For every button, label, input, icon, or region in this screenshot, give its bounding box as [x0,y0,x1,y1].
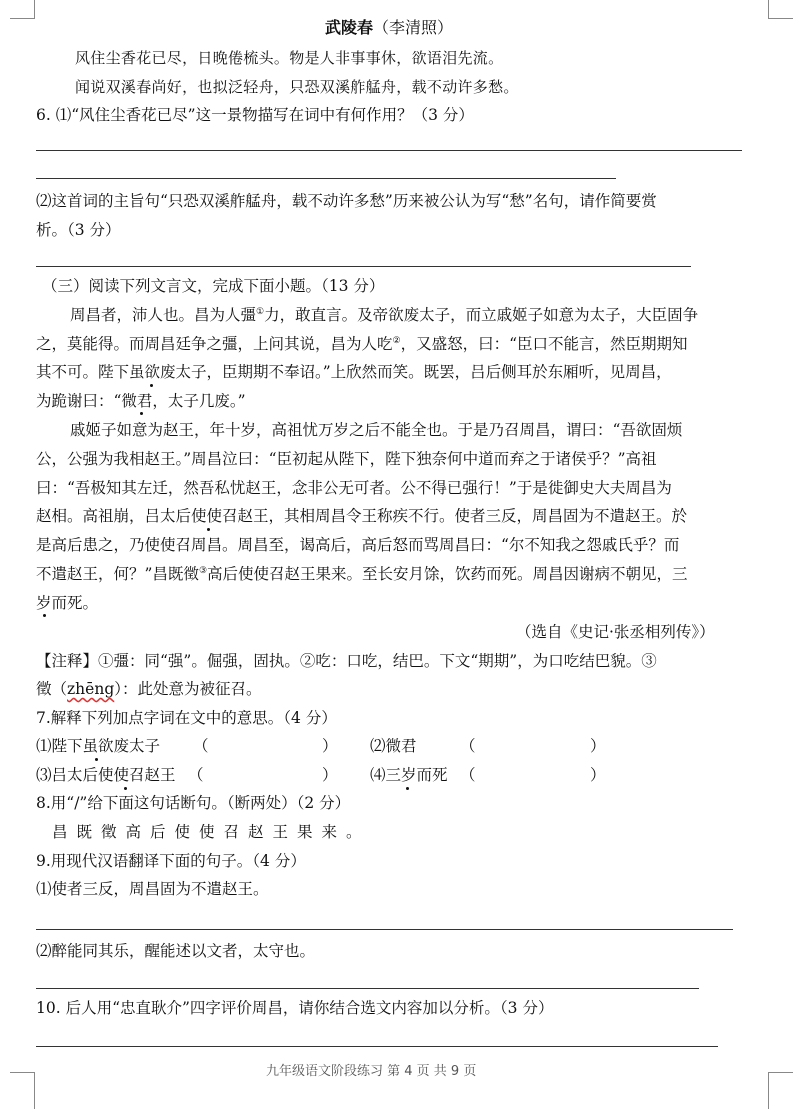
passage-line: 赵相。高祖崩，吕太后使使召赵王，其相周昌令王称疾不行。使者三反，周昌固为不遣赵王。於 [36,507,688,525]
passage-line: 曰：“吾极知其左迁，然吾私忧赵王，念非公无可者。公不得已强行！”于是徙御史大夫周昌为 [36,479,672,497]
emphasis-dot [406,787,409,790]
question-9-item-1: ⑴使者三反，周昌固为不遣赵王。 [36,880,269,898]
answer-line[interactable] [36,929,733,930]
question-6-part-2-continued: 析。（3 分） [36,221,121,239]
answer-line[interactable] [36,988,699,989]
question-6-part-2: ⑵这首词的主旨句“只恐双溪舴艋舟，载不动许多愁”历来被公认为写“愁”名句，请作简要赏 [36,192,657,210]
answer-line[interactable] [36,1046,718,1047]
question-9-stem: 9.用现代汉语翻译下面的句子。（4 分） [36,852,306,870]
question-6-part-1: 6. ⑴“风住尘香花已尽”这一景物描写在词中有何作用？（3 分） [36,106,474,124]
question-7-stem: 7.解释下列加点字词在文中的意思。（4 分） [36,709,337,727]
question-9-item-2: ⑵醉能同其乐，醒能述以文者，太守也。 [36,942,316,960]
bracket-close: ） [590,737,606,755]
passage-line: 不遣赵王，何？”昌既徵③高后使使召赵王果来。至长安月馀，饮药而死。周昌因谢病不朝见，三 [36,565,688,583]
emphasis-dot [150,384,153,387]
bracket-open: （ [460,766,476,784]
poem-title: 武陵春（李清照） [325,18,454,37]
passage-line: 之，莫能得。而周昌廷争之彊，上问其说，昌为人吃②，又盛怒，曰：“臣口不能言，然臣期期知 [36,335,688,353]
question-8-sentence: 昌既徵高后使使召赵王果来。 [52,823,371,841]
question-7-item-4: ⑷三岁而死 [370,766,448,784]
question-8-stem: 8.用“/”给下面这句话断句。（断两处）（2 分） [36,794,351,812]
passage-line: 公，公强为我相赵王。”周昌泣曰：“臣初起从陛下，陛下独奈何中道而弃之于诸侯乎？”高祖 [36,450,657,468]
passage-source: （选自《史记·张丞相列传》） [516,623,715,641]
emphasis-dot [43,614,46,617]
crop-mark-bottom-left [10,1072,35,1109]
passage-line: 其不可。陛下虽欲废太子，臣期期不奉诏。”上欣然而笑。既罢，吕后侧耳於东厢听，见周昌， [36,363,672,381]
passage-line: 为跪谢曰：“微君，太子几废。” [36,392,246,410]
answer-line[interactable] [36,150,742,151]
bracket-open: （ [188,766,204,784]
passage-line: 戚姬子如意为赵王，年十岁，高祖忧万岁之后不能全也。于是乃召周昌，谓曰：“吾欲固烦 [70,421,683,439]
question-7-item-3: ⑶吕太后使使召赵王 [36,766,176,784]
bracket-open: （ [460,737,476,755]
crop-mark-top-right [768,0,793,19]
bracket-close: ） [590,766,606,784]
poem-line-1: 风住尘香花已尽，日晚倦梳头。物是人非事事休，欲语泪先流。 [75,49,504,67]
question-10-stem: 10. 后人用“忠直耿介”四字评价周昌，请你结合选文内容加以分析。（3 分） [36,999,554,1017]
notes-line-1: 【注释】①彊：同“强”。倔强，固执。②吃：口吃，结巴。下文“期期”，为口吃结巴貌。③ [36,652,657,670]
notes-line-2: 徵（zhēng）：此处意为被征召。 [36,680,262,698]
question-7-item-1: ⑴陛下虽欲废太子 [36,737,161,755]
bracket-close: ） [322,766,338,784]
bracket-open: （ [193,737,209,755]
crop-mark-bottom-right [768,1072,793,1109]
poem-line-2: 闻说双溪春尚好，也拟泛轻舟，只恐双溪舴艋舟，载不动许多愁。 [75,78,519,96]
emphasis-dot [207,528,210,531]
crop-mark-top-left [10,0,35,19]
passage-line: 周昌者，沛人也。昌为人彊①力，敢直言。及帝欲废太子，而立戚姬子如意为太子，大臣固争 [70,306,699,324]
question-7-item-2: ⑵微君 [370,737,417,755]
answer-line[interactable] [36,178,616,179]
emphasis-dot [140,412,143,415]
bracket-close: ） [322,737,338,755]
answer-line[interactable] [36,266,691,267]
passage-line: 岁而死。 [36,594,99,612]
page-footer: 九年级语文阶段练习 第 4 页 共 9 页 [266,1064,477,1079]
emphasis-dot [124,787,127,790]
section-3-heading: （三）阅读下列文言文，完成下面小题。（13 分） [42,277,385,295]
emphasis-dot [95,758,98,761]
passage-line: 是高后患之，乃使使召周昌。周昌至，谒高后，高后怒而骂周昌曰：“尔不知我之怨戚氏乎？而 [36,536,680,554]
